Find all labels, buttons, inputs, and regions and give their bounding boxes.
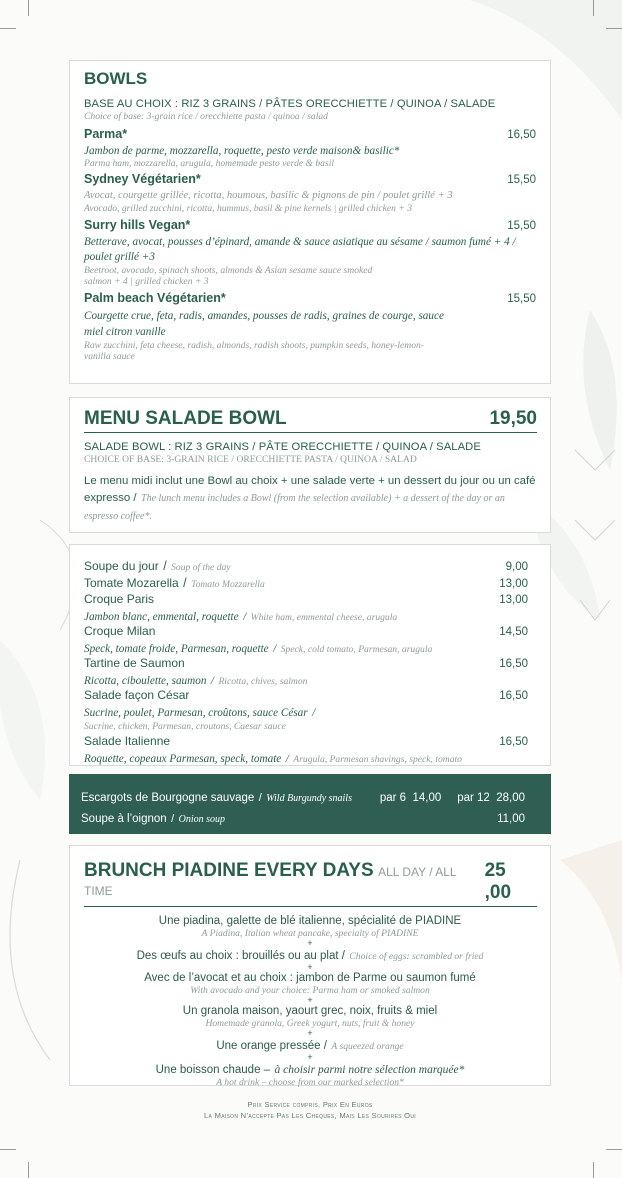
- menu-salade-base-en: CHOICE OF BASE: 3-GRAIN RICE / ORECCHIETTE PASTA / QUINOA / SALAD: [84, 454, 417, 465]
- menu-salade-header: [84, 408, 537, 433]
- plus-sign: +: [307, 995, 313, 1005]
- brunch-item-fr: Une piadina, galette de blé italienne, spécialité de PIADINE: [158, 915, 462, 927]
- bowl-desc-fr: Avocat, courgette grillée, ricotta, houmous, basilic & pignons de pin / poulet grillé + 3: [84, 190, 453, 201]
- dish-desc-fr: Ricotta, ciboulette, saumon: [84, 675, 207, 687]
- escargots-price12-label: par 12: [457, 792, 490, 804]
- brunch-item-en: A hot drink – choose from our marked selection*: [216, 1077, 404, 1088]
- escargots-row: Escargots de Bourgogne sauvage / Wild Burgundy snails par 6 14,00 par 12 28,00: [81, 792, 525, 804]
- brunch-item-fr: Une orange pressée /: [216, 1040, 327, 1052]
- plus-sign: +: [307, 938, 313, 948]
- brunch-item: [84, 1005, 536, 1029]
- menu-salade-section: [69, 397, 551, 533]
- brunch-item-fr: Une boisson chaude –: [155, 1064, 271, 1076]
- plus-sign: +: [307, 1052, 313, 1062]
- onion-soup-name: Soupe à l’oignon: [81, 813, 167, 825]
- bowl-item: [84, 172, 536, 215]
- escargots-en: Wild Burgundy snails: [266, 793, 352, 804]
- bowl-name: Surry hills Vegan*: [84, 217, 191, 232]
- bowl-name: Palm beach Végétarien*: [84, 290, 226, 305]
- menu-salade-desc-en: The lunch menu includes a Bowl (from the selection available) + a dessert of the day or an espresso coffee*.: [84, 493, 505, 522]
- dish-desc-fr: Sucrine, poulet, Parmesan, croûtons, sauce César: [84, 707, 308, 719]
- dish-desc-en: White ham, emmental cheese, arugula: [250, 612, 398, 623]
- dish-desc-fr: Roquette, copeaux Parmesan, speck, tomate: [84, 753, 282, 765]
- brunch-item: [84, 972, 536, 996]
- brunch-item-fr: Des œufs au choix : brouillés ou au plat /: [136, 950, 345, 962]
- escargots-band: [69, 774, 551, 834]
- brunch-item-fr: Avec de l’avocat et au choix : jambon de Parme ou saumon fumé: [144, 972, 476, 984]
- bowls-title: BOWLS: [84, 69, 148, 88]
- bowl-price: 16,50: [507, 128, 536, 141]
- brunch-header: [84, 860, 537, 907]
- bowl-item: [84, 127, 536, 170]
- brunch-list: [84, 915, 536, 1088]
- bowl-desc-fr: Courgette crue, feta, radis, amandes, pousses de radis, graines de courge, sauce miel citron vanille: [84, 309, 444, 338]
- dish-price: 16,50: [499, 736, 528, 748]
- brunch-item-en: Choice of eggs: scrambled or fried: [349, 951, 484, 962]
- dish-item: Croque Milan 14,50 Speck, tomate froide, Parmesan, roquette / Speck, cold tomato, Parmesan, arugula: [84, 624, 528, 655]
- dish-price: 9,00: [505, 561, 528, 573]
- dish-name: Tomate Mozarella: [84, 576, 179, 590]
- menu-salade-title: MENU SALADE BOWL: [84, 408, 287, 429]
- dish-item: Salade façon César 16,50 Sucrine, poulet, Parmesan, croûtons, sauce César / Sucrine, chicken, Parmesan, croutons, Caesar sauce: [84, 688, 528, 732]
- brunch-item-fr-italic: à choisir parmi notre sélection marquée*: [274, 1064, 465, 1076]
- onion-soup-price: 11,00: [497, 813, 525, 825]
- bowl-price: 15,50: [507, 219, 536, 232]
- brunch-item: [84, 1038, 536, 1053]
- brunch-price: 25 ,00: [484, 860, 512, 903]
- dish-price: 13,00: [499, 594, 528, 606]
- menu-salade-price: 19,50: [489, 408, 537, 429]
- onion-soup-en: Onion soup: [178, 814, 226, 825]
- dish-name: Croque Paris: [84, 592, 155, 606]
- bowls-base-en: Choice of base: 3-grain rice / orecchiette pasta / quinoa / salad: [84, 111, 328, 122]
- escargots-price6: 14,00: [412, 792, 442, 804]
- bowl-price: 15,50: [507, 292, 536, 305]
- dish-name: Tartine de Saumon: [84, 656, 185, 670]
- bowl-name: Sydney Végétarien*: [84, 172, 201, 186]
- dish-item: Tartine de Saumon 16,50 Ricotta, ciboulette, saumon / Ricotta, chives, salmon: [84, 656, 528, 687]
- dish-name: Salade Italienne: [84, 734, 171, 748]
- brunch-section: [69, 845, 551, 1086]
- bowl-desc-fr: Jambon de parme, mozzarella, roquette, pesto verde maison& basilic*: [84, 144, 400, 157]
- onion-soup-row: Soupe à l’oignon / Onion soup 11,00: [81, 808, 525, 829]
- dish-desc-fr: Speck, tomate froide, Parmesan, roquette: [84, 643, 269, 655]
- brunch-item: [84, 915, 536, 939]
- bowl-desc-fr: Betterave, avocat, pousses d’épinard, amande & sauce asiatique au sésame / saumon fumé + 4 / poulet grillé +3: [84, 235, 516, 263]
- brunch-subtitle: ALL DAY / ALL TIME: [84, 865, 457, 898]
- escargots-name: Escargots de Bourgogne sauvage: [81, 792, 255, 804]
- bowl-name: Parma*: [84, 126, 128, 141]
- dish-price: 16,50: [499, 690, 528, 702]
- plus-sign: +: [307, 1028, 313, 1038]
- bowl-item: [84, 218, 536, 288]
- escargots-price6-label: par 6: [379, 792, 407, 804]
- brunch-item-en: Homemade granola, Greek yogurt, nuts, fruit & honey: [205, 1018, 415, 1029]
- dish-name: Soupe du jour: [84, 559, 159, 573]
- dish-price: 16,50: [499, 658, 528, 670]
- bowl-desc-en: Beetroot, avocado, spinach shoots, almonds & Asian sesame sauce smoked salmon + 4 | grilled chicken + 3: [84, 264, 373, 287]
- bowl-desc-en: Parma ham, mozzarella, arugula, homemade pesto verde & basil: [84, 157, 335, 169]
- footer: [69, 1099, 551, 1121]
- dish-desc-en: Arugula, Parmesan shavings, speck, tomato: [293, 754, 462, 765]
- footer-line-1: Prix Service compris. Prix En Euros: [247, 1100, 373, 1109]
- dish-item: Soupe du jour / Soup of the day 9,00: [84, 559, 528, 573]
- dish-item: Salade Italienne 16,50 Roquette, copeaux Parmesan, speck, tomate / Arugula, Parmesan shavings, speck, tomato: [84, 734, 528, 765]
- dish-desc-fr: Jambon blanc, emmental, roquette: [84, 611, 239, 623]
- dish-price: 13,00: [499, 578, 528, 590]
- dish-desc-en: Speck, cold tomato, Parmesan, arugula: [280, 644, 433, 655]
- dish-desc-en: Ricotta, chives, salmon: [218, 676, 308, 687]
- menu-salade-desc-fr: Le menu midi inclut une Bowl au choix + une salade verte + un dessert du jour ou un café expresso /: [84, 474, 536, 504]
- escargots-price12: 28,00: [496, 792, 525, 804]
- dish-name: Croque Milan: [84, 624, 156, 638]
- brunch-item-en: A squeezed orange: [331, 1041, 404, 1052]
- bowl-desc-en: Avocado, grilled zucchini, ricotta, hummus, basil & pine kernels | grilled chicken + 3: [84, 203, 413, 214]
- menu-salade-description: [84, 472, 536, 523]
- brunch-item: [84, 948, 536, 963]
- bowls-base-fr: BASE AU CHOIX : RIZ 3 GRAINS / PÂTES ORECCHIETTE / QUINOA / SALADE: [84, 98, 496, 110]
- dish-name: Salade façon César: [84, 688, 190, 702]
- brunch-item-fr: Un granola maison, yaourt grec, noix, fruits & miel: [182, 1005, 438, 1017]
- dish-name-en: Soup of the day: [171, 562, 231, 573]
- bowl-item: [84, 291, 536, 363]
- dish-name-en: Tomato Mozzarella: [191, 579, 265, 590]
- bowls-list: [84, 127, 536, 363]
- dish-item: Tomate Mozarella / Tomato Mozzarella 13,00: [84, 576, 528, 590]
- dish-item: Croque Paris 13,00 Jambon blanc, emmental, roquette / White ham, emmental cheese, arugula: [84, 592, 528, 623]
- brunch-item: [84, 1062, 536, 1088]
- bowl-desc-en: Raw zucchini, feta cheese, radish, almonds, radish shoots, pumpkin seeds, honey-lemon-vanilla sauce: [84, 339, 424, 362]
- brunch-title: BRUNCH PIADINE EVERY DAYS: [84, 860, 374, 881]
- menu-salade-base-fr: SALADE BOWL : RIZ 3 GRAINS / PÂTE ORECCHIETTE / QUINOA / SALADE: [84, 441, 481, 453]
- dish-desc-en: Sucrine, chicken, Parmesan, croutons, Caesar sauce: [84, 721, 286, 732]
- brunch-item-en: A Piadina, Italian wheat pancake, specialty of PIADINE: [201, 928, 419, 939]
- bowls-section: [69, 60, 551, 384]
- dish-price: 14,50: [499, 626, 528, 638]
- bowl-price: 15,50: [507, 174, 536, 186]
- dishes-section: [69, 544, 551, 766]
- footer-line-2: La Maison N’accepte Pas Les Chèques, Mais Les Sourires Oui: [204, 1111, 416, 1120]
- plus-sign: +: [307, 962, 313, 972]
- brunch-item-en: With avocado and your choice: Parma ham or smoked salmon: [190, 985, 430, 996]
